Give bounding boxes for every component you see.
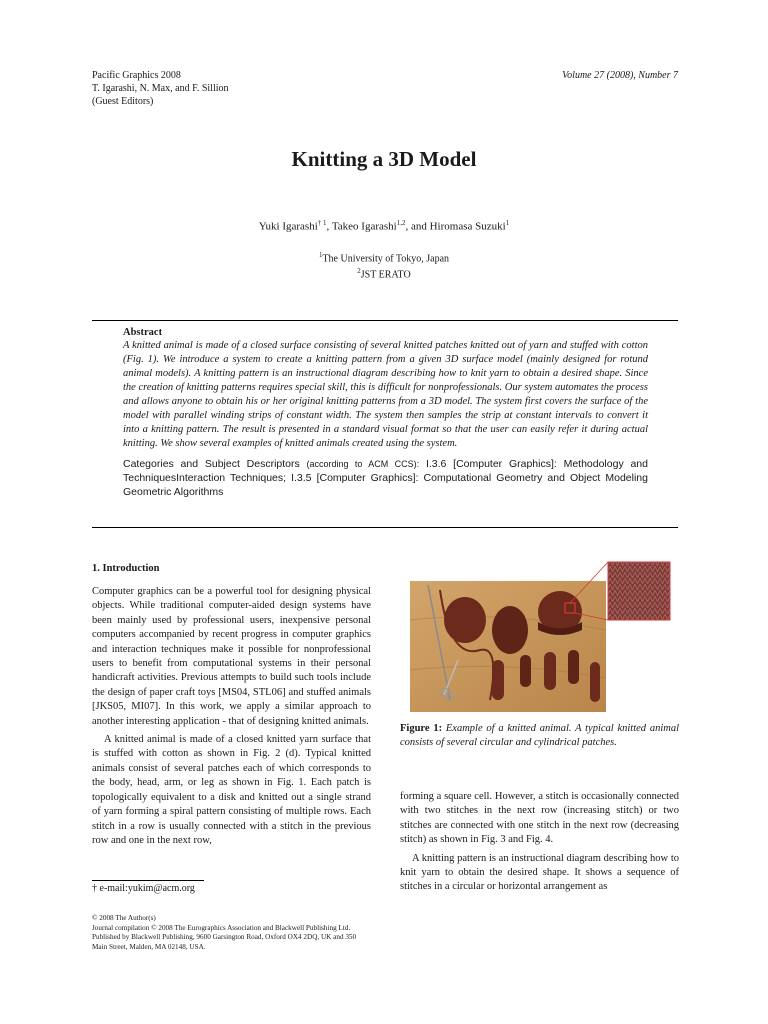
volume-info: Volume 27 (2008), Number 7 [562, 70, 678, 81]
knitted-leg-patch [520, 655, 531, 687]
left-column [92, 585, 371, 848]
footnote [92, 883, 195, 894]
footnote-email: e-mail:yukim@acm.org [99, 883, 195, 894]
author-name: Yuki Igarashi [258, 220, 318, 233]
copyright-notice [92, 914, 382, 952]
section-heading: 1. Introduction [92, 563, 160, 574]
copyright-line: Published by Blackwell Publishing, 9600 Garsington Road, Oxford OX4 2DQ, UK and 350 [92, 933, 357, 941]
copyright-line: Journal compilation © 2008 The Eurographics Association and Blackwell Publishing Ltd. [92, 923, 351, 932]
author-name: Takeo Igarashi [331, 220, 397, 233]
abstract-body: A knitted animal is made of a closed surface consisting of several knitted patches knitted out of yarn and stuffed with cotton (Fig. 1). We introduce a system to create a knitting pattern from a given 3D surface model (mainly designed for rotund animal models). A knitting pattern is an instructional diagram describing how to knit yarn to obtain a desired shape. Since the creation of knitting patterns requires special skill, this is difficult for nonprofessionals. Our system automates the process and allows anyone to obtain his or her original knitting patterns from a 3D model. The system first covers the surface of the model with parallel winding strips of constant width. The system then samples the strip at constant intervals to convert it into a knitting pattern. The result is presented in a standard visual format so that the user can easily refer it during actual knitting. We show several examples of knitted animals created using the system. [123, 340, 648, 449]
author-affiliation-mark: † 1 [317, 219, 327, 227]
affiliation-text: JST ERATO [360, 269, 411, 281]
affiliation-line [0, 249, 768, 265]
descriptors-text: I.3.6 [Computer Graphics]: Methodology and TechniquesInteraction Techniques; I.3.5 [Computer Graphics]: Computational Geometry and Object Modeling Geometric Algorithms [123, 458, 648, 498]
figure-label: Figure 1: [400, 723, 443, 734]
figure-caption [400, 722, 679, 751]
author-list: Yuki Igarashi$^{\dagger 1}$, Takeo Igarashi$^{1,2}$, and Hiromasa Suzuki$^1$ [258, 219, 510, 233]
author-affiliation-mark: 1 [505, 219, 510, 227]
knitted-body-patch [492, 606, 528, 654]
paragraph: A knitted animal is made of a closed knitted yarn surface that is stuffed with cotton as shown in Fig. 2 (d). Typical knitted animals consist of several patches each of which corresponds to the body, head, arm, or leg as shown in Fig. 1. Each patch is topologically equivalent to a disk and knitted out a single strand of yarn forming a spiral pattern consisting of multiple rows. Each stitch in a row is usually connected with a stitch in the previous row and one in the next row, [92, 734, 371, 846]
knitted-arm-patch [568, 650, 579, 684]
figure-knitted-animal [410, 560, 676, 712]
descriptors-note: (according to ACM CCS): [306, 459, 420, 469]
affiliation-text: The University of Tokyo, Japan [322, 253, 450, 265]
knitted-arm-patch [544, 652, 556, 690]
descriptors-lead: Categories and Subject Descriptors [123, 458, 300, 470]
knit-closeup-inset [608, 562, 670, 620]
abstract-top-rule [92, 320, 678, 321]
abstract [123, 327, 648, 499]
affiliation-mark: 2 [357, 267, 361, 276]
header-line: Pacific Graphics 2008 [92, 70, 181, 81]
knitted-leg-patch [590, 662, 600, 702]
right-column [400, 790, 679, 895]
copyright-line: Main Street, Malden, MA 02148, USA. [92, 942, 206, 951]
header-line: T. Igarashi, N. Max, and F. Sillion [92, 83, 229, 94]
paragraph: Computer graphics can be a powerful tool for designing physical objects. While traditional computer-aided design systems have been mainly used by professional users, inexpensive personal computers accompanied by recent progress in computer graphics and interaction techniques make it possible for nonprofessional users to benefit from computational systems in their personal handicraft activities. Previous attempts to build such tools include the design of paper craft toys [MS04, STL06] and stuffed animals [JKS05, MI07]. In this work, we apply a similar approach to another interesting application - that of designing knitted animals. [92, 586, 371, 727]
affiliation-mark: 1 [318, 251, 323, 259]
subject-descriptors [123, 457, 648, 499]
abstract-heading: Abstract [123, 327, 163, 338]
paragraph: A knitting pattern is an instructional diagram describing how to knit yarn to obtain the desired shape. It shows a sequence of stitches in a circular or horizontal arrangement as [400, 852, 679, 893]
footnote-mark: † [92, 883, 97, 894]
affiliations [0, 249, 768, 282]
knitted-animal-photo [410, 560, 676, 712]
paragraph: forming a square cell. However, a stitch is occasionally connected with two stitches in the next row (increasing stitch) or two stitches are connected with one stitch in the next row (decreasing stitch) as shown in Fig. 3 and Fig. 4. [400, 791, 679, 846]
header-line: (Guest Editors) [92, 96, 154, 107]
copyright-line: © 2008 The Author(s) [92, 914, 156, 922]
abstract-bottom-rule [92, 527, 678, 528]
author-affiliation-mark: 1,2 [396, 219, 406, 227]
figure-caption-text: Example of a knitted animal. A typical knitted animal consists of several circular and cylindrical patches. [400, 723, 679, 749]
journal-header [92, 69, 229, 108]
author-name: and Hiromasa Suzuki [410, 220, 506, 233]
knitted-head-patch [444, 597, 486, 643]
affiliation-line [0, 265, 768, 281]
footnote-rule [92, 880, 204, 881]
paper-title: Knitting a 3D Model [291, 147, 477, 171]
